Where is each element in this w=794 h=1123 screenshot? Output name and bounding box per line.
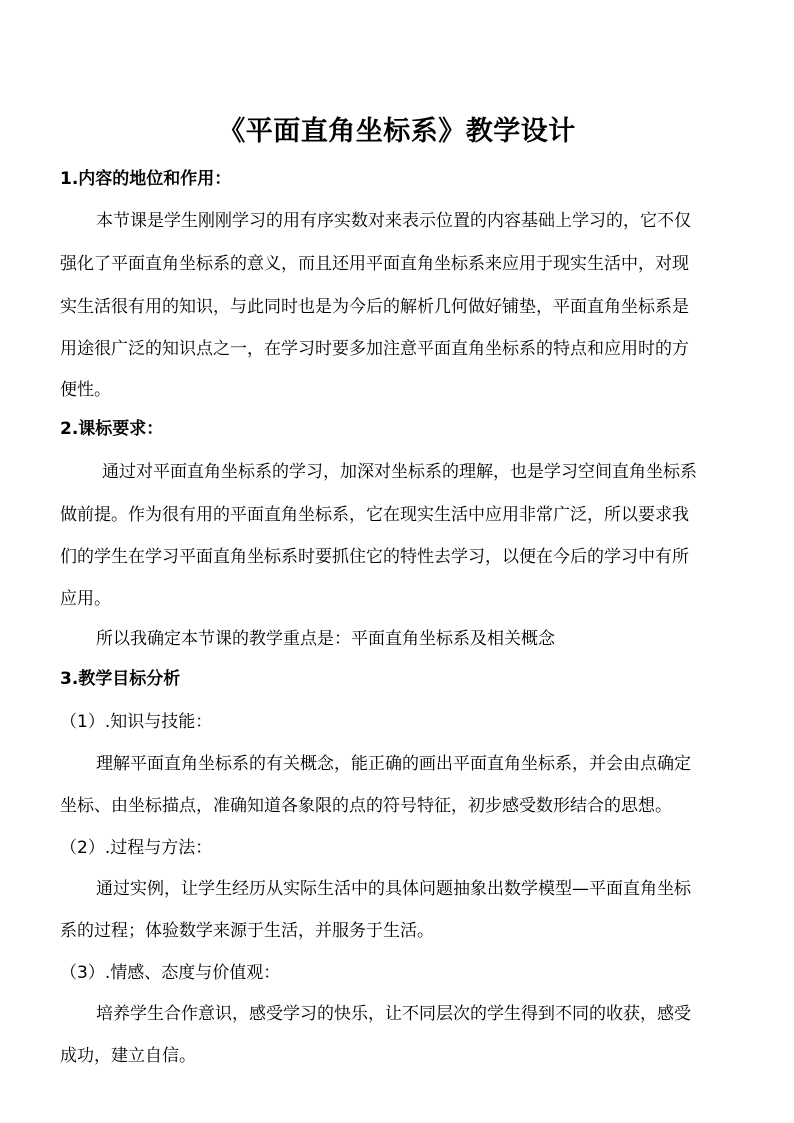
subsection-2-line-2: 系的过程；体验数学来源于生活，并服务于生活。 xyxy=(60,921,434,941)
document-title: 《平面直角坐标系》教学设计 xyxy=(218,116,576,147)
section-1-heading: 1.内容的地位和作用： xyxy=(60,169,232,189)
section-2-line-3: 们的学生在学习平面直角坐标系时要抓住它的特性去学习，以便在今后的学习中有所 xyxy=(60,547,689,567)
section-1-line-4: 用途很广泛的知识点之一，在学习时要多加注意平面直角坐标系的特点和应用时的方 xyxy=(60,339,689,359)
section-1-line-5: 便性。 xyxy=(60,380,111,400)
subsection-3-line-2: 成功，建立自信。 xyxy=(60,1046,196,1066)
subsection-3-line-1: 培养学生合作意识，感受学习的快乐，让不同层次的学生得到不同的收获，感受 xyxy=(96,1004,691,1024)
section-2-heading: 2.课标要求： xyxy=(60,419,164,439)
section-1-line-1: 本节课是学生刚刚学习的用有序实数对来表示位置的内容基础上学习的，它不仅 xyxy=(96,211,691,231)
section-1-line-3: 实生活很有用的知识，与此同时也是为今后的解析几何做好铺垫，平面直角坐标系是 xyxy=(60,297,689,317)
subsection-1-line-2: 坐标、由坐标描点，准确知道各象限的点的符号特征，初步感受数形结合的思想。 xyxy=(60,796,672,816)
section-2-line-4: 应用。 xyxy=(60,589,111,609)
section-1-line-2: 强化了平面直角坐标系的意义，而且还用平面直角坐标系来应用于现实生活中，对现 xyxy=(60,254,689,274)
subsection-2-heading: （2）.过程与方法： xyxy=(60,838,213,858)
section-2-line-1: 通过对平面直角坐标系的学习，加深对坐标系的理解，也是学习空间直角坐标系 xyxy=(102,462,697,482)
subsection-1-line-1: 理解平面直角坐标系的有关概念，能正确的画出平面直角坐标系，并会由点确定 xyxy=(96,754,691,774)
subsection-2-line-1: 通过实例，让学生经历从实际生活中的具体问题抽象出数学模型—平面直角坐标 xyxy=(96,879,691,899)
subsection-1-heading: （1）.知识与技能： xyxy=(60,712,213,732)
section-2-line-2: 做前提。作为很有用的平面直角坐标系，它在现实生活中应用非常广泛，所以要求我 xyxy=(60,505,689,525)
subsection-3-heading: （3）.情感、态度与价值观： xyxy=(60,963,281,983)
section-3-heading: 3.教学目标分析 xyxy=(60,669,181,689)
section-2-line-5: 所以我确定本节课的教学重点是：平面直角坐标系及相关概念 xyxy=(96,629,555,649)
